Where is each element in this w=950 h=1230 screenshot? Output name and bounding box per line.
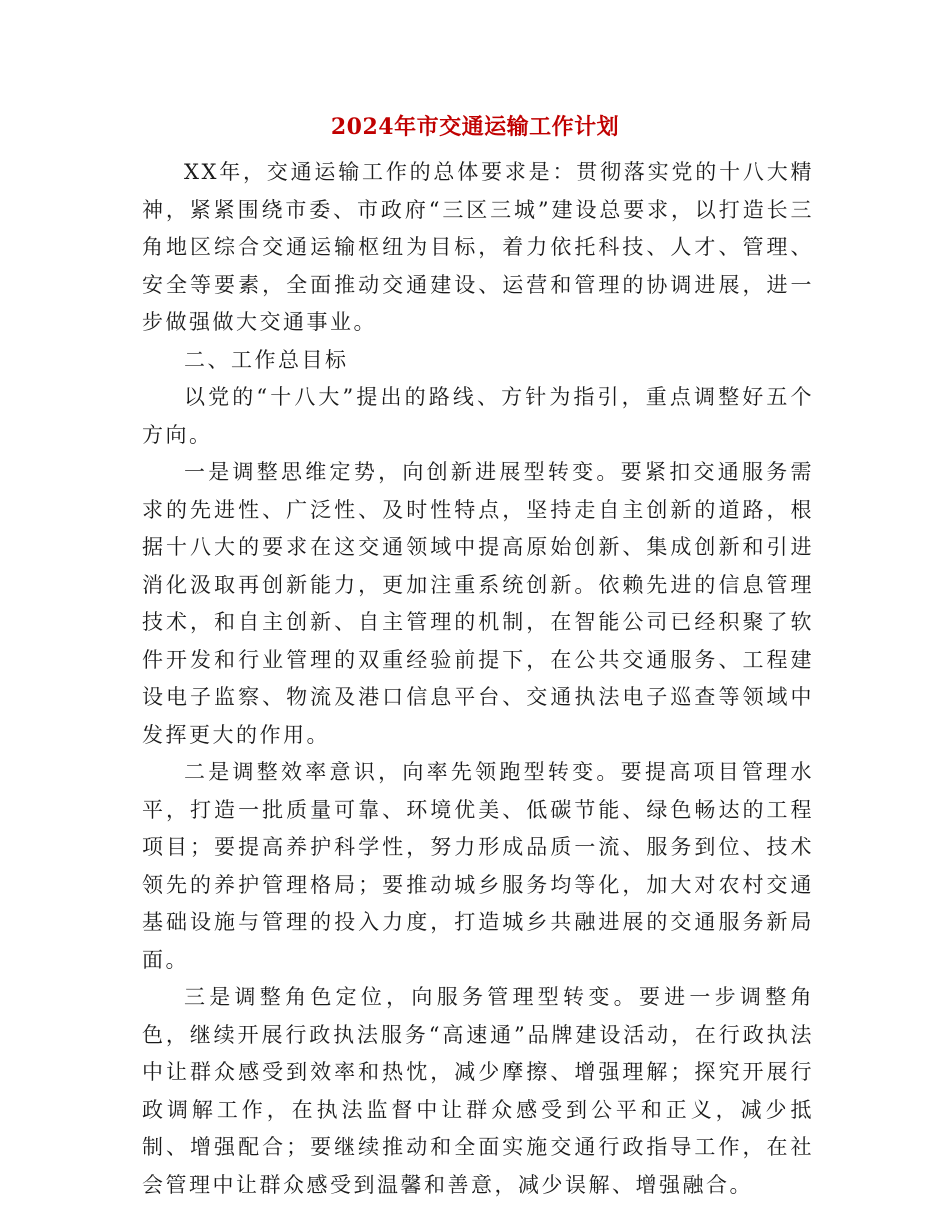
paragraph-point-one: 一是调整思维定势，向创新进展型转变。要紧扣交通服务需求的先进性、广泛性、及时性特点，坚持走自主创新的道路，根据十八大的要求在这交通领域中提高原始创新、集成创新和引进消化汲取再创新能力，更加注重系统创新。依赖先进的信息管理技术，和自主创新、自主管理的机制，在智能公司已经积聚了软件开发和行业管理的双重经验前提下，在公共交通服务、工程建设电子监察、物流及港口信息平台、交通执法电子巡查等领域中发挥更大的作用。	[142, 460, 814, 747]
document-title: 2024年市交通运输工作计划	[330, 114, 620, 140]
paragraph-point-three: 三是调整角色定位，向服务管理型转变。要进一步调整角色，继续开展行政执法服务“高速通”品牌建设活动，在行政执法中让群众感受到效率和热忱，减少摩擦、增强理解；探究开展行政调解工作，在执法监督中让群众感受到公平和正义，减少抵制、增强配合；要继续推动和全面实施交通行政指导工作，在社会管理中让群众感受到温馨和善意，减少误解、增强融合。	[142, 985, 814, 1197]
paragraph-guidance: 以党的“十八大”提出的路线、方针为指引，重点调整好五个方向。	[142, 385, 814, 447]
paragraph-point-two: 二是调整效率意识，向率先领跑型转变。要提高项目管理水平，打造一批质量可靠、环境优美、低碳节能、绿色畅达的工程项目；要提高养护科学性，努力形成品质一流、服务到位、技术领先的养护管理格局；要推动城乡服务均等化，加大对农村交通基础设施与管理的投入力度，打造城乡共融进展的交通服务新局面。	[142, 760, 814, 972]
document-body	[142, 154, 814, 1204]
section-heading-overall-goal: 二、工作总目标	[184, 347, 349, 372]
paragraph-general-requirements: XX年，交通运输工作的总体要求是：贯彻落实党的十八大精神，紧紧围绕市委、市政府“三区三城”建设总要求，以打造长三角地区综合交通运输枢纽为目标，着力依托科技、人才、管理、安全等要素，全面推动交通建设、运营和管理的协调进展，进一步做强做大交通事业。	[142, 160, 814, 334]
